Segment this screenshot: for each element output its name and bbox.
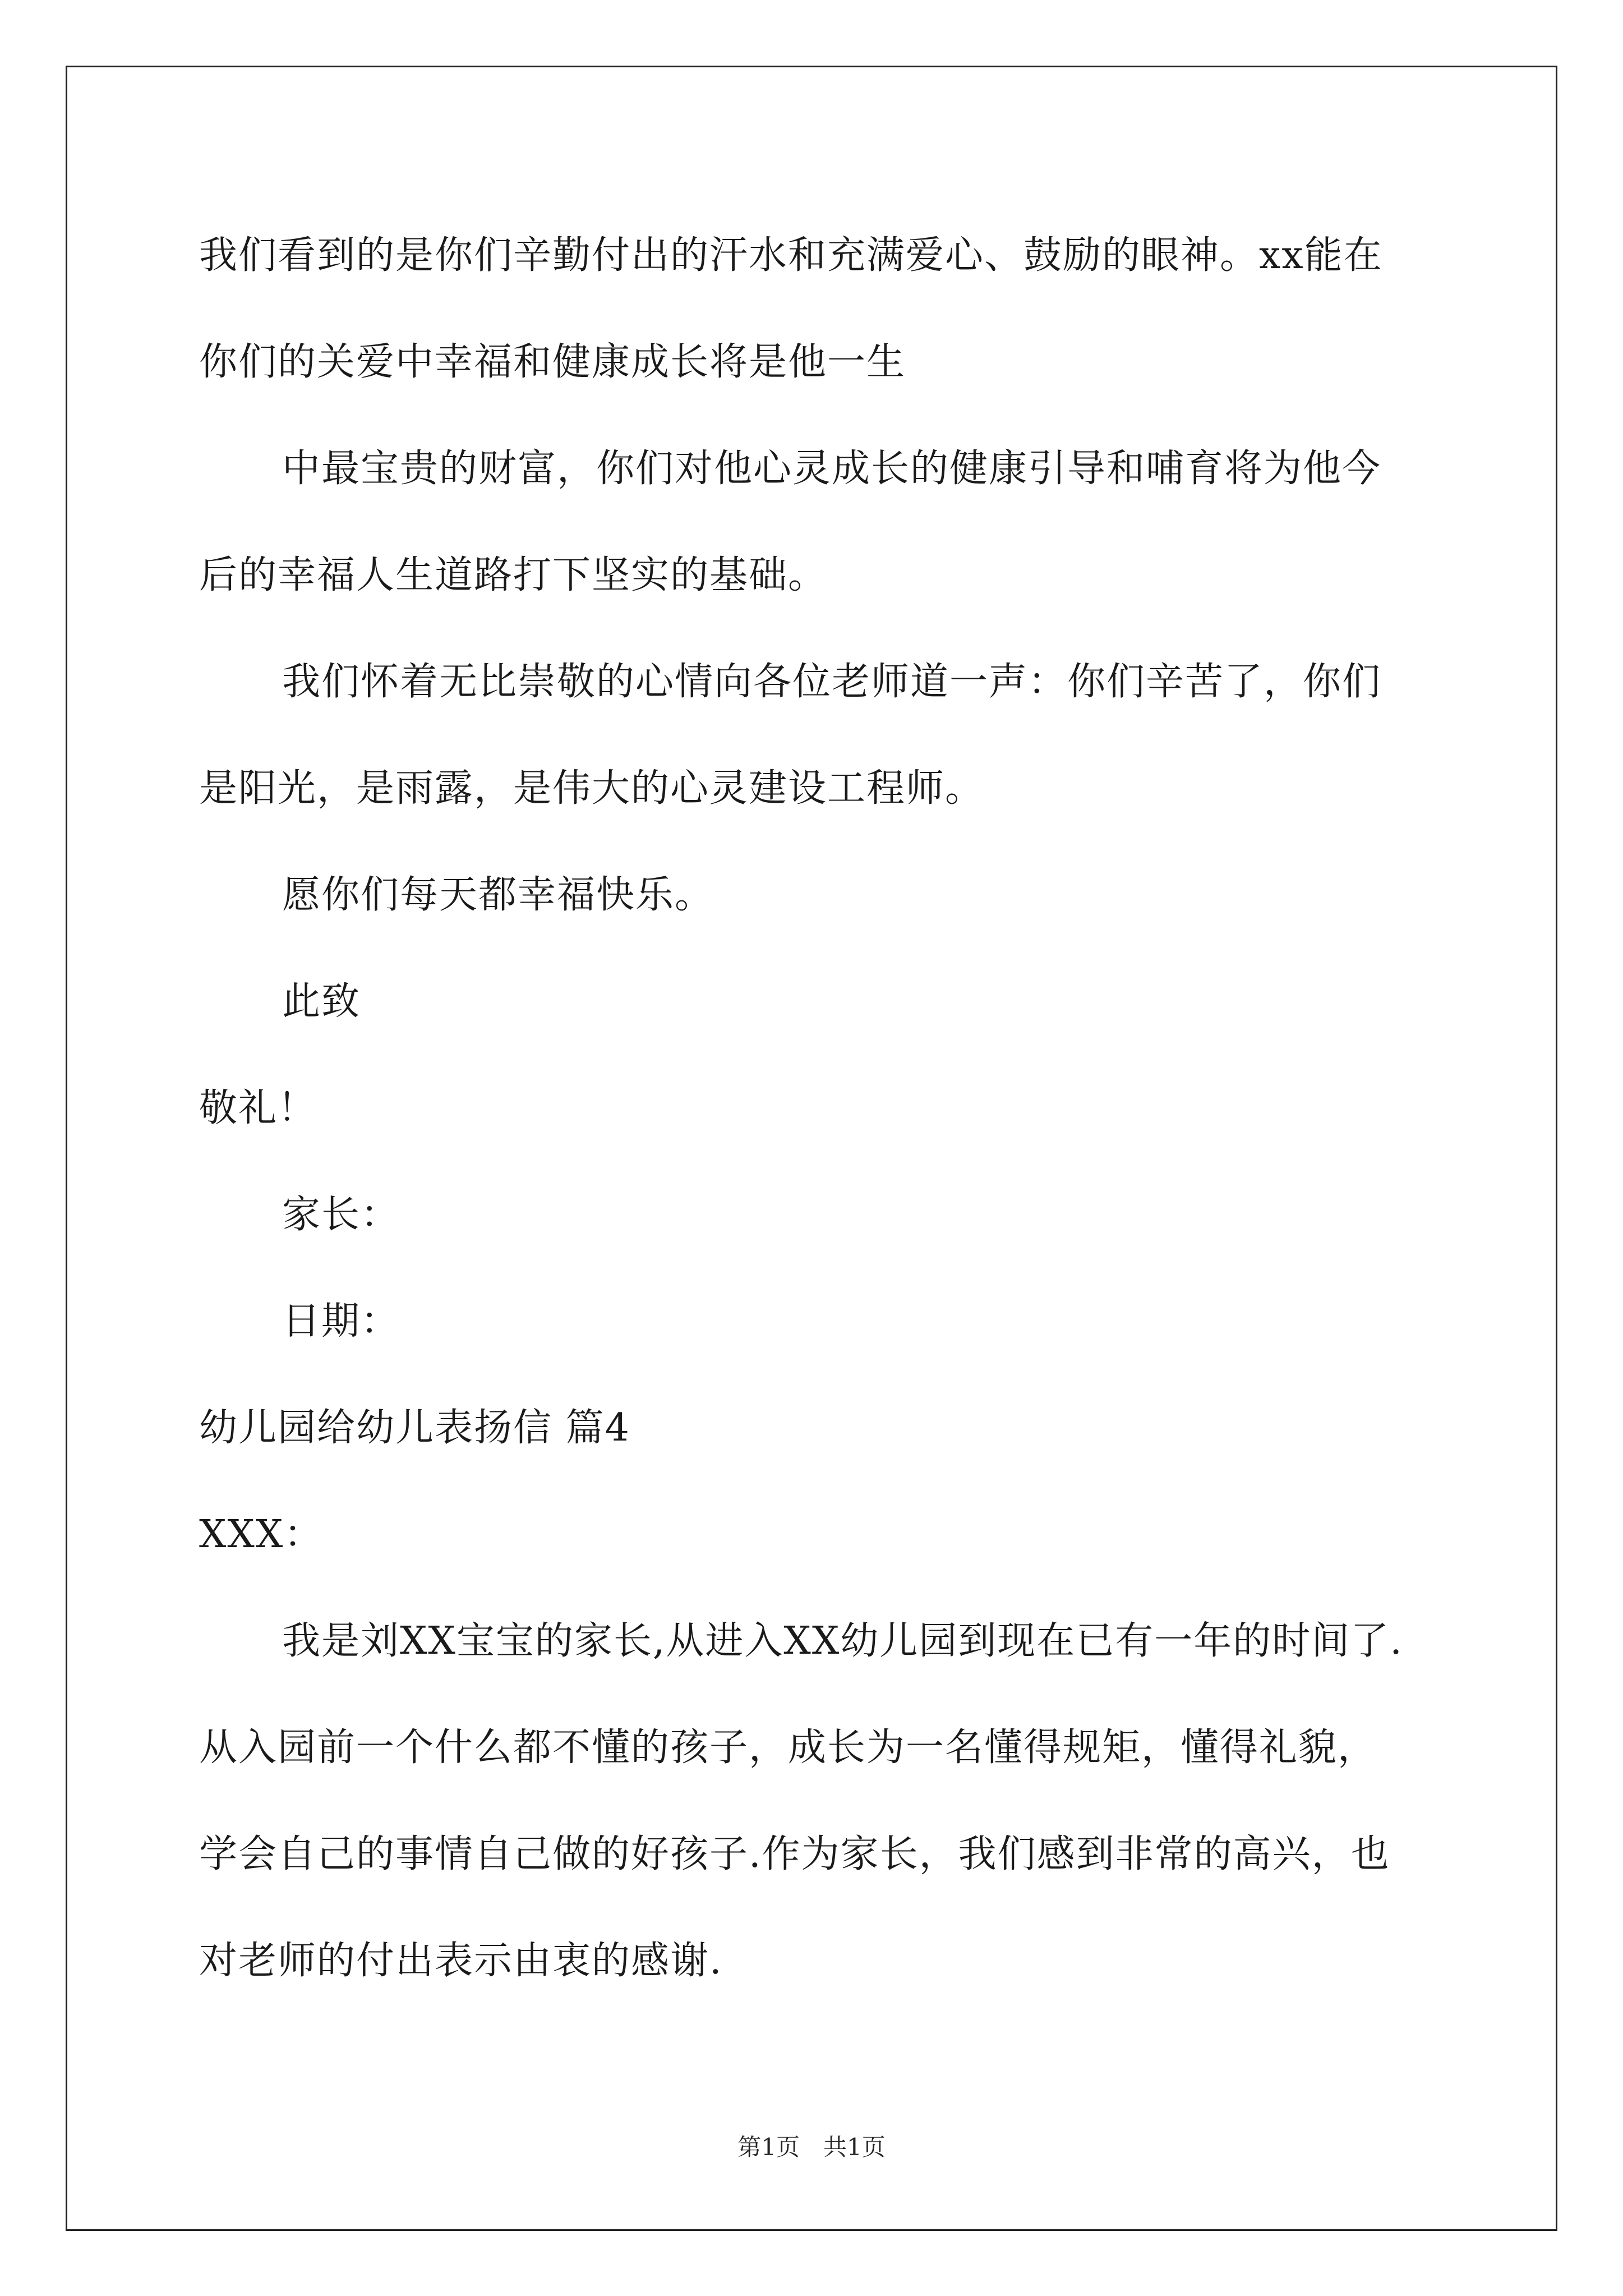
body-line: 我是刘XX宝宝的家长,从进入XX幼儿园到现在已有一年的时间了. [282,1619,1403,1663]
page-border [66,66,1557,2231]
body-line: 对老师的付出表示由衷的感谢. [199,1939,723,1983]
body-line: 是阳光，是雨露，是伟大的心灵建设工程师。 [199,766,985,811]
body-line: 我们怀着无比崇敬的心情向各位老师道一声：你们辛苦了，你们 [282,660,1382,704]
signature-parent-label: 家长： [282,1193,400,1237]
recipient-line: XXX： [199,1512,324,1557]
body-line: 学会自己的事情自己做的好孩子.作为家长，我们感到非常的高兴，也 [199,1832,1390,1876]
body-line: 中最宝贵的财富，你们对他心灵成长的健康引导和哺育将为他今 [282,447,1382,491]
body-line: 后的幸福人生道路打下坚实的基础。 [199,553,828,597]
salutation-line: 敬礼！ [199,1086,317,1130]
body-line: 愿你们每天都幸福快乐。 [282,873,714,917]
page-footer: 第1页 共1页 [737,2133,886,2161]
signature-date-label: 日期： [282,1299,400,1343]
body-line: 我们看到的是你们辛勤付出的汗水和充满爱心、鼓励的眼神。xx能在 [199,233,1383,278]
closing-line: 此致 [282,979,361,1024]
body-line: 从入园前一个什么都不懂的孩子，成长为一名懂得规矩，懂得礼貌， [199,1726,1377,1770]
body-line: 你们的关爱中幸福和健康成长将是他一生 [199,340,906,384]
section-heading: 幼儿园给幼儿表扬信 篇4 [199,1406,630,1450]
